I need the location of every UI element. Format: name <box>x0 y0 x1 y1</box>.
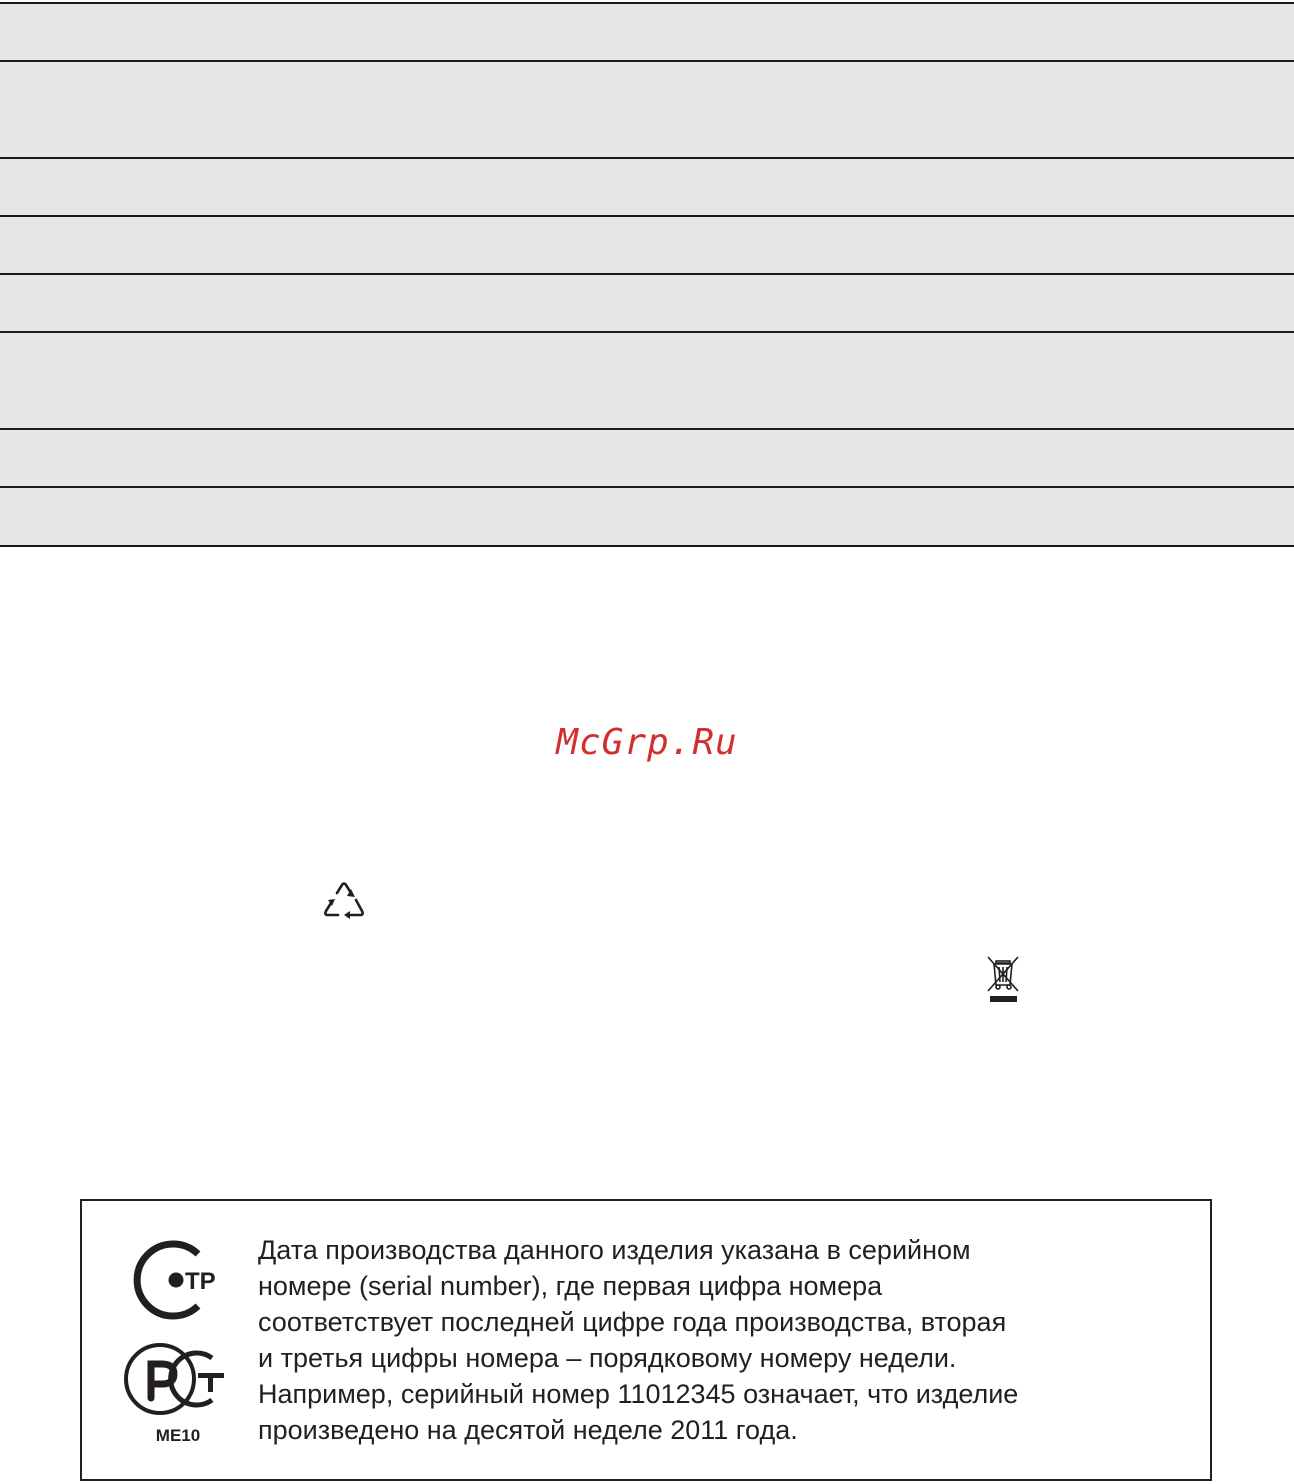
recycle-icon <box>318 878 370 930</box>
table-row <box>0 217 1294 273</box>
crossed-out-wheelie-bin-icon <box>983 953 1023 1005</box>
table-rule <box>0 545 1294 547</box>
eac-certification-mark-icon <box>122 1240 232 1322</box>
table-rule <box>0 60 1294 62</box>
table-rule <box>0 331 1294 333</box>
table-row <box>0 62 1294 157</box>
certification-text <box>258 1232 1198 1448</box>
table-row <box>0 333 1294 428</box>
certification-text-line: и третья цифры номера – порядковому номеру недели. <box>258 1343 957 1373</box>
table-row <box>0 159 1294 215</box>
table-rule <box>0 215 1294 217</box>
watermark: McGrp.Ru <box>556 722 738 763</box>
certification-text-line: соответствует последней цифре года производства, вторая <box>258 1307 1007 1337</box>
table-row <box>0 275 1294 331</box>
svg-text:TP: TP <box>185 1268 216 1295</box>
certification-text-line: номере (serial number), где первая цифра номера <box>258 1271 883 1301</box>
table-row <box>0 4 1294 60</box>
table-rule <box>0 2 1294 4</box>
certification-text-line: Например, серийный номер 11012345 означает, что изделие <box>258 1379 1019 1409</box>
pct-certification-mark-icon <box>122 1338 232 1420</box>
certification-text-line: Дата производства данного изделия указана в серийном <box>258 1235 971 1265</box>
table-rule <box>0 157 1294 159</box>
table-row <box>0 430 1294 486</box>
table-row <box>0 488 1294 545</box>
table-rule <box>0 273 1294 275</box>
table-rule <box>0 428 1294 430</box>
certification-text-line: произведено на десятой неделе 2011 года. <box>258 1415 798 1445</box>
table-rule <box>0 486 1294 488</box>
certification-code: ME10 <box>155 1426 201 1445</box>
blank-table <box>0 0 1294 548</box>
